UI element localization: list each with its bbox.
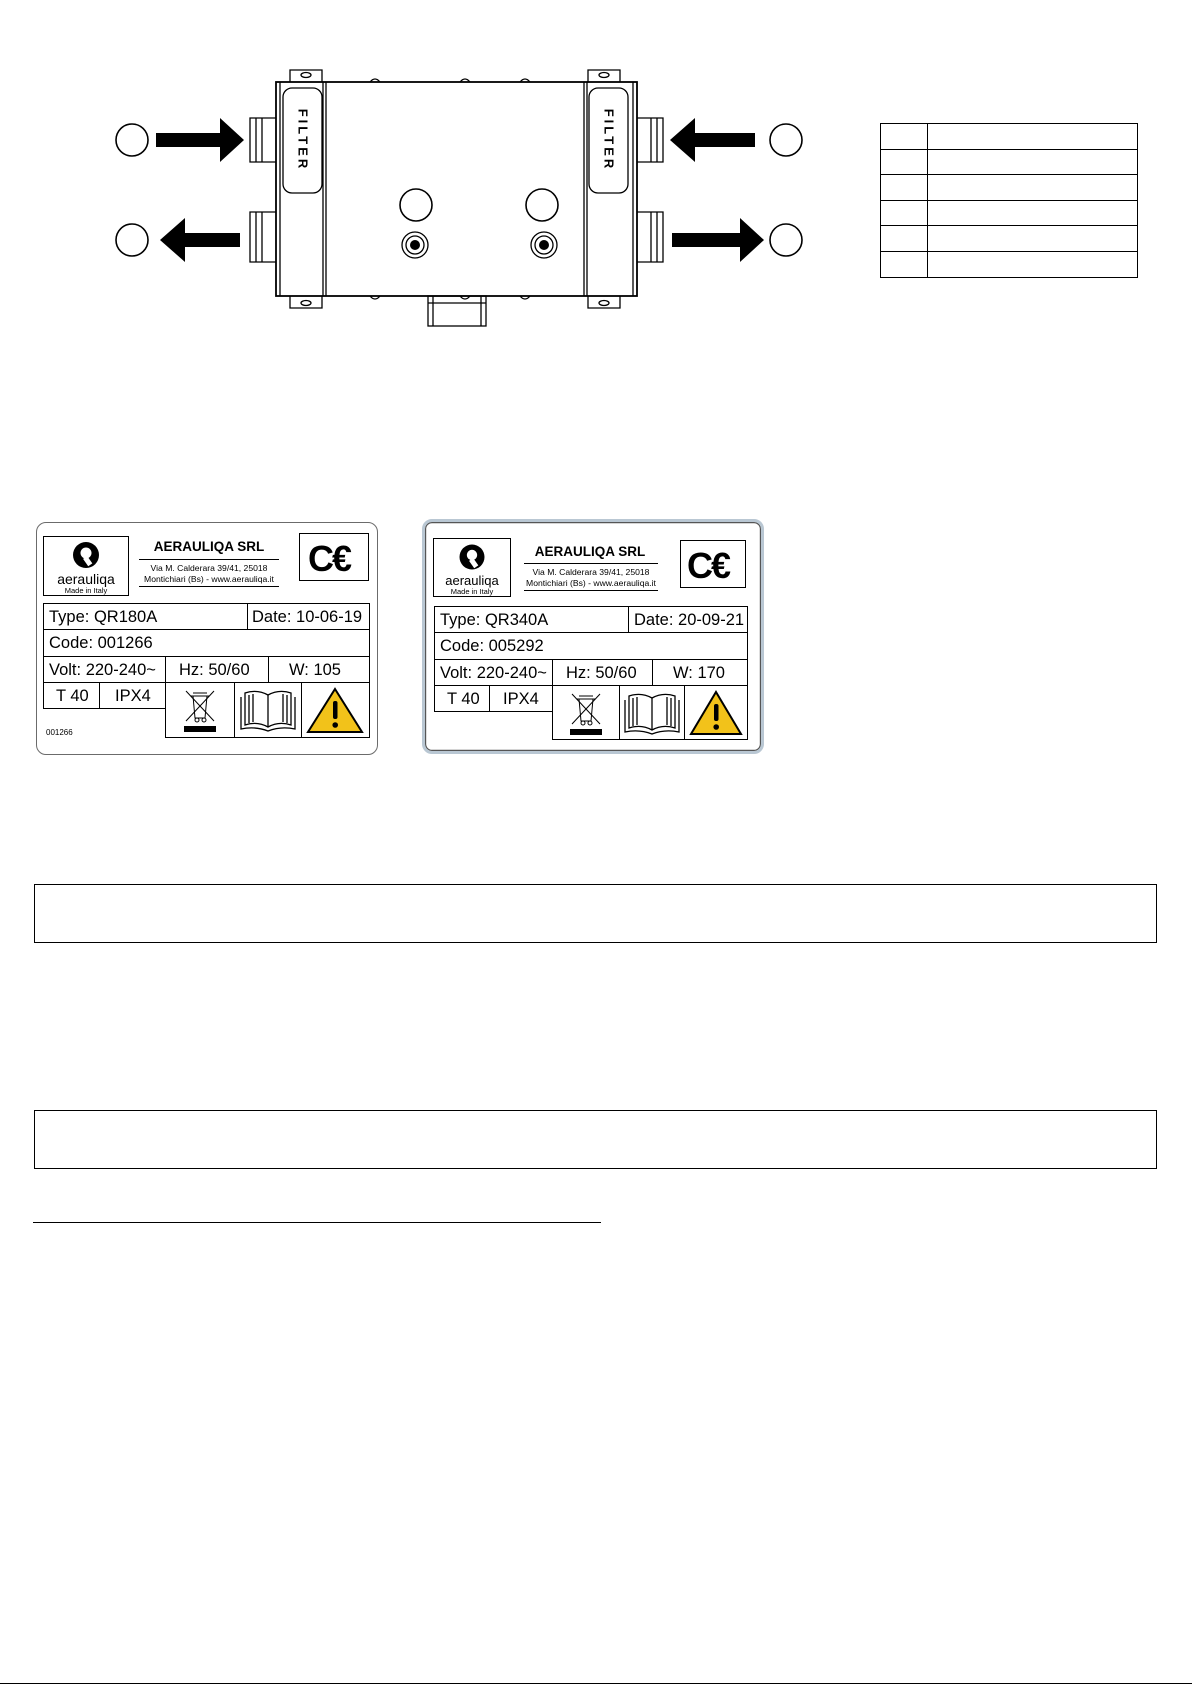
manual-book-icon <box>235 683 301 737</box>
t-cell: T 40 <box>434 685 490 712</box>
made-in-label: Made in Italy <box>64 586 108 595</box>
small-code: 001266 <box>46 728 73 737</box>
hz-cell: Hz: 50/60 <box>165 656 269 683</box>
legend-row <box>881 124 1138 150</box>
code-cell: Code: 005292 <box>434 632 748 660</box>
company-address: Via M. Calderara 39/41, 25018 Montichiari (Bs) - www.aerauliqa.it <box>144 563 274 584</box>
legend-table <box>880 123 1138 278</box>
weee-bin-icon <box>553 686 619 739</box>
logo-box <box>43 536 129 596</box>
warning-cell <box>301 682 370 738</box>
manual-book-icon <box>620 686 684 739</box>
legend-row <box>881 200 1138 226</box>
legend-row <box>881 149 1138 175</box>
page-footer-line <box>0 1683 1192 1684</box>
manual-cell <box>234 682 302 738</box>
ce-mark: C€ <box>680 540 746 588</box>
code-cell: Code: 001266 <box>43 629 370 657</box>
date-cell: Date: 20-09-21 <box>628 606 748 633</box>
ip-cell: IPX4 <box>489 685 553 712</box>
warning-cell <box>684 685 748 740</box>
company-name: AERAULIQA SRL <box>153 539 265 554</box>
weee-cell <box>552 685 620 740</box>
date-cell: Date: 10-06-19 <box>247 603 370 630</box>
ce-mark: C€ <box>299 533 369 581</box>
company-name: AERAULIQA SRL <box>534 544 646 559</box>
note-box-2 <box>34 1110 1157 1169</box>
brand-name: aerauliqa <box>445 573 499 588</box>
weee-bin-icon <box>166 683 234 737</box>
logo-box <box>433 538 511 597</box>
company-address: Via M. Calderara 39/41, 25018 Montichiari (Bs) - www.aerauliqa.it <box>526 567 656 588</box>
warning-icon <box>685 686 747 739</box>
w-cell: W: 170 <box>652 659 748 686</box>
rating-plate-1 <box>36 522 378 755</box>
warning-icon <box>302 683 369 737</box>
w-cell: W: 105 <box>268 656 370 683</box>
legend-row <box>881 226 1138 252</box>
legend-row <box>881 175 1138 201</box>
type-cell: Type: QR340A <box>434 606 629 633</box>
note-box-1 <box>34 884 1157 943</box>
manual-cell <box>619 685 685 740</box>
section-divider <box>33 1222 601 1223</box>
t-cell: T 40 <box>43 682 100 709</box>
volt-cell: Volt: 220-240~ <box>434 659 553 686</box>
hz-cell: Hz: 50/60 <box>552 659 653 686</box>
made-in-label: Made in Italy <box>450 587 494 596</box>
brand-name: aerauliqa <box>57 571 115 587</box>
airflow-arrows <box>156 118 764 262</box>
legend-row <box>881 251 1138 277</box>
filter-label-right: FILTER <box>601 108 617 172</box>
type-cell: Type: QR180A <box>43 603 248 630</box>
filter-label-left: FILTER <box>295 108 311 172</box>
ip-cell: IPX4 <box>99 682 166 709</box>
volt-cell: Volt: 220-240~ <box>43 656 166 683</box>
rating-plate-2 <box>422 519 764 754</box>
weee-cell <box>165 682 235 738</box>
